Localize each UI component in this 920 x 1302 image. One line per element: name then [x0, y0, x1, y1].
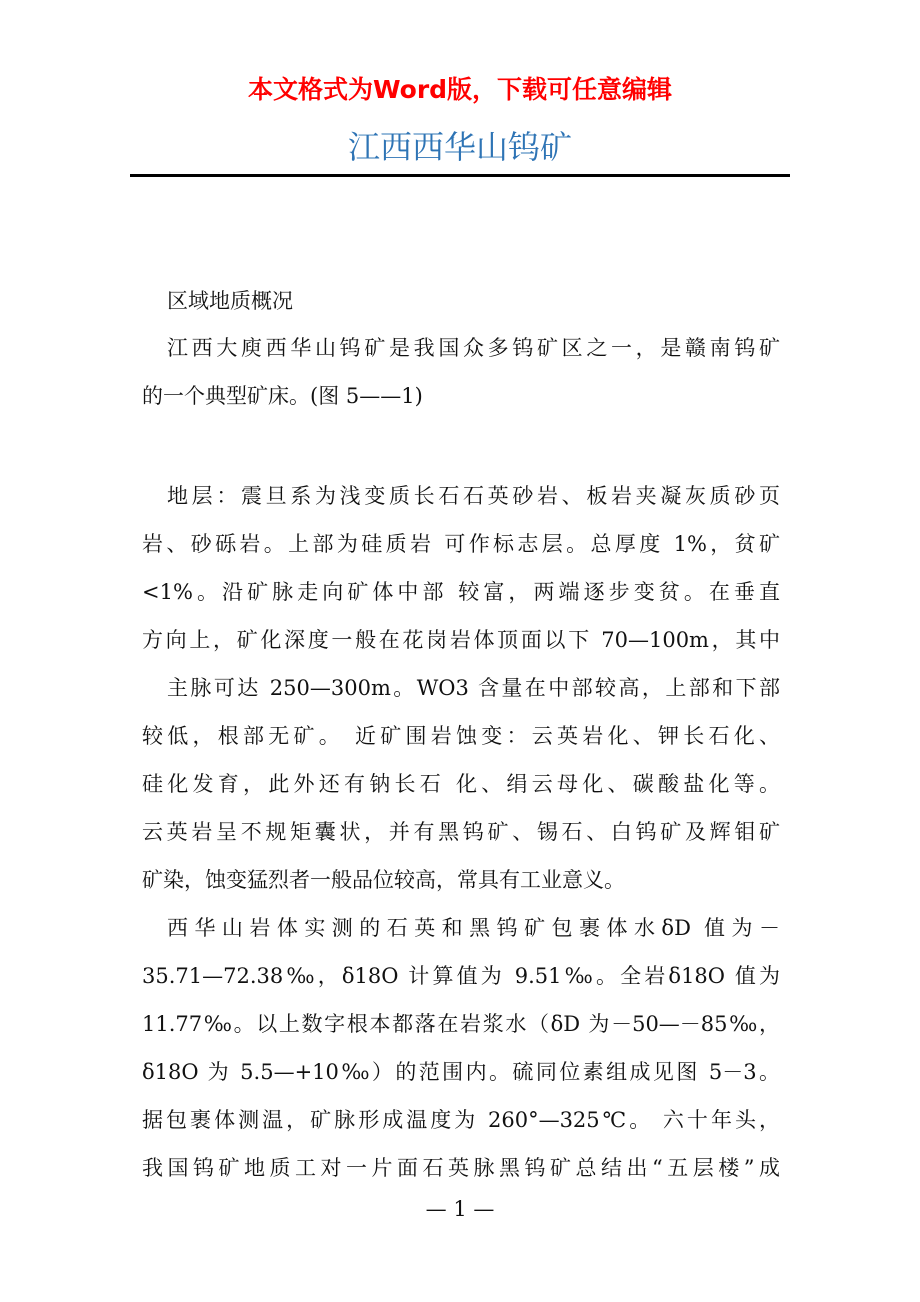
paragraph-line: 11.77‰。以上数字根本都落在岩浆水（δD 为－50—－85‰， [142, 1012, 780, 1036]
paragraph-line: 地层：震旦系为浅变质长石石英砂岩、板岩夹凝灰质砂页 [167, 484, 780, 508]
paragraph-line: 矿染，蚀变猛烈者一般品位较高，常具有工业意义。 [142, 868, 625, 892]
paragraph-line: <1%。沿矿脉走向矿体中部 较富，两端逐步变贫。在垂直 [142, 580, 780, 604]
paragraph-line: 主脉可达 250—300m。WO3 含量在中部较高，上部和下部 [167, 676, 780, 700]
paragraph-line: 方向上，矿化深度一般在花岗岩体顶面以下 70—100m，其中 [142, 628, 780, 652]
paragraph-line: 云英岩呈不规矩囊状，并有黑钨矿、锡石、白钨矿及辉钼矿 [142, 820, 780, 844]
paragraph-line: 据包裹体测温，矿脉形成温度为 260°—325℃。 六十年头， [142, 1108, 780, 1132]
paragraph-line: 35.71—72.38‰，δ18O 计算值为 9.51‰。全岩δ18O 值为 [142, 964, 780, 988]
paragraph-line: 硅化发育，此外还有钠长石 化、绢云母化、碳酸盐化等。 [142, 772, 780, 796]
paragraph-line: 江西大庾西华山钨矿是我国众多钨矿区之一，是赣南钨矿 [167, 336, 780, 360]
paragraph-line: 岩、砂砾岩。上部为硅质岩 可作标志层。总厚度 1%，贫矿 [142, 532, 780, 556]
document-title: 江西西华山钨矿 [347, 128, 572, 166]
page-number: — 1 — [425, 1197, 495, 1221]
paragraph-line: 的一个典型矿床。(图 5——1) [142, 384, 423, 408]
paragraph-line: 我国钨矿地质工对一片面石英脉黑钨矿总结出“五层楼”成 [142, 1156, 780, 1180]
header-rule [130, 174, 790, 177]
paragraph-line: δ18O 为 5.5—+10‰）的范围内。硫同位素组成见图 5－3。 [142, 1060, 780, 1084]
download-banner: 本文格式为Word版，下载可任意编辑 [247, 75, 673, 104]
paragraph-line: 西华山岩体实测的石英和黑钨矿包裹体水δD 值为－ [167, 916, 780, 940]
paragraph-line: 较低，根部无矿。 近矿围岩蚀变：云英岩化、钾长石化、 [142, 724, 780, 748]
section-heading: 区域地质概况 [167, 289, 293, 313]
